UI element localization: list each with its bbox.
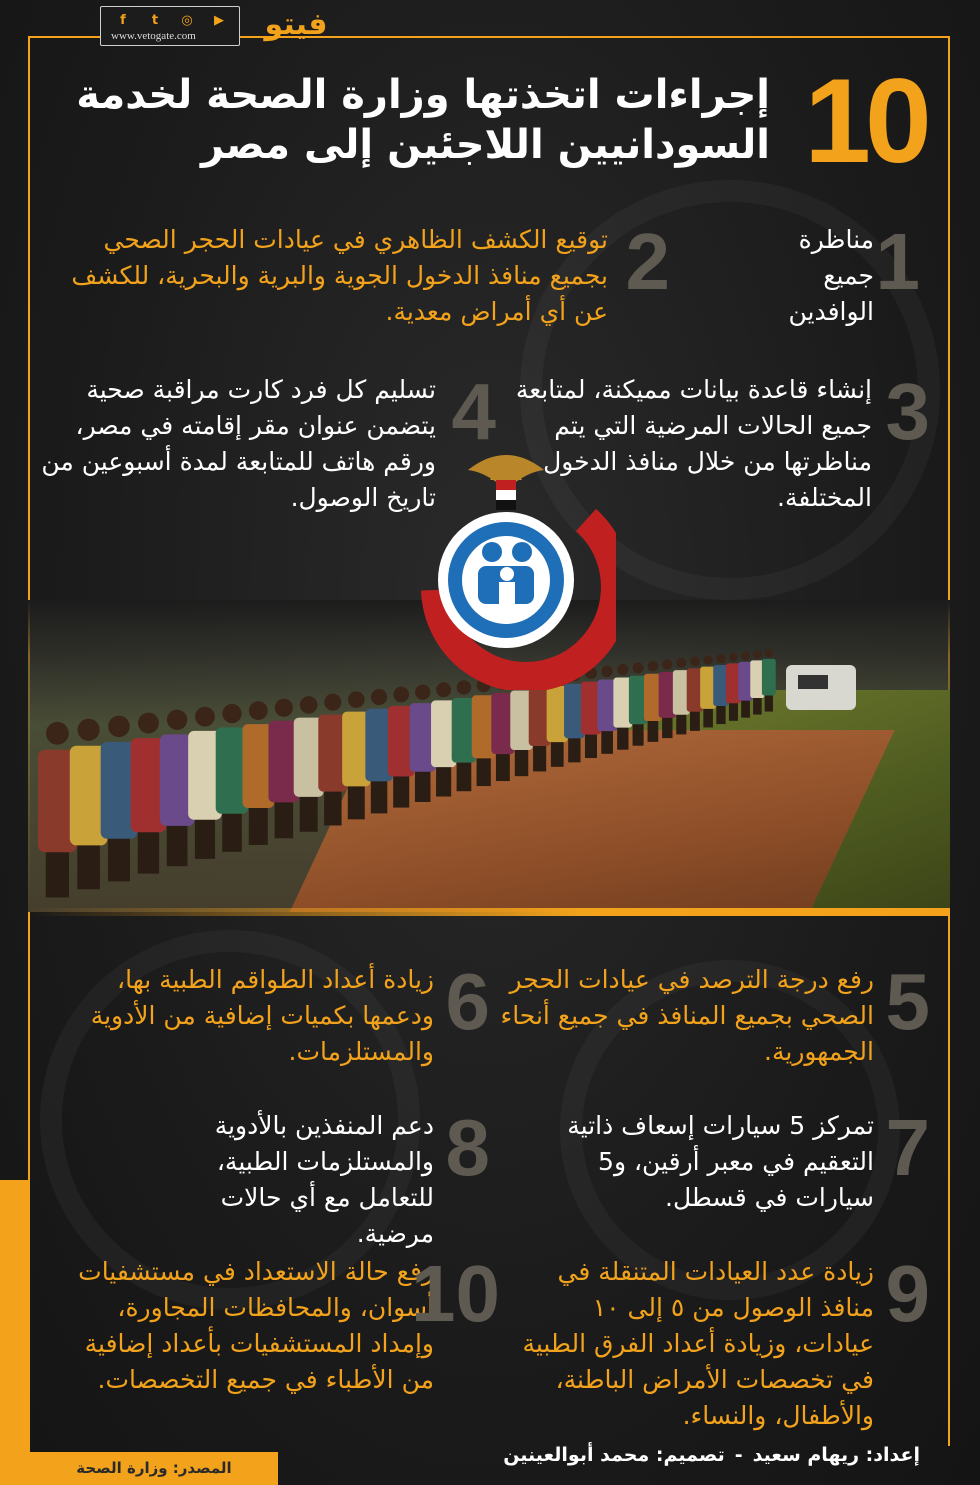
source-label: المصدر: وزارة الصحة: [30, 1452, 278, 1485]
list-item-1: [740, 217, 920, 332]
list-item-2: [70, 217, 670, 342]
youtube-icon[interactable]: ▶: [214, 12, 224, 28]
item-number: 5: [885, 957, 930, 1046]
list-item-9: [510, 1249, 930, 1434]
social-box: [100, 6, 240, 46]
page-title: إجراءات اتخذتها وزارة الصحة لخدمة السودانيين اللاجئين إلى مصر: [76, 72, 770, 168]
item-number: 4: [451, 367, 496, 456]
item-text: دعم المنفذين بالأدوية والمستلزمات الطبية، للتعامل مع أي حالات مرضية.: [214, 1111, 434, 1248]
twitter-icon[interactable]: t: [151, 12, 159, 28]
prepared-by: إعداد: ريهام سعيد: [752, 1444, 920, 1466]
item-number: 10: [411, 1249, 500, 1338]
item-number: 3: [885, 367, 930, 456]
photo-underline: [28, 908, 950, 916]
item-text: زيادة عدد العيادات المتنقلة في منافذ الوصول من ٥ إلى ١٠ عيادات، وزيادة أعداد الفرق الطبية في تخصصات الأمراض الباطنة، والأطفال، والنساء.: [522, 1257, 874, 1430]
credits: [360, 1438, 920, 1472]
facebook-icon[interactable]: f: [120, 12, 126, 28]
item-number: 8: [445, 1103, 490, 1192]
item-text: تسليم كل فرد كارت مراقبة صحية يتضمن عنوان مقر إقامته في مصر، ورقم هاتف للمتابعة لمدة أسبوعين من تاريخ الوصول.: [41, 375, 436, 512]
instagram-icon[interactable]: ◎: [181, 12, 193, 28]
item-text: زيادة أعداد الطواقم الطبية بها، ودعمها بكميات إضافية من الأدوية والمستلزمات.: [90, 965, 434, 1066]
item-text: توقيع الكشف الظاهري في عيادات الحجر الصحي بجميع منافذ الدخول الجوية والبرية والبحرية، للكشف عن أي أمراض معدية.: [71, 225, 608, 326]
ministry-of-health-logo: [396, 440, 616, 690]
item-text: إنشاء قاعدة بيانات مميكنة، لمتابعة جميع الحالات المرضية التي يتم مناظرتها من خلال منافذ الدخول المختلفة.: [515, 375, 872, 512]
designed-by: تصميم: محمد أبوالعينين: [503, 1444, 725, 1466]
item-text: رفع حالة الاستعداد في مستشفيات أسوان، والمحافظات المجاورة، وإمداد المستشفيات بأعداد إضافية من الأطباء في جميع التخصصات.: [78, 1257, 434, 1394]
title-number: 10: [804, 54, 926, 188]
list-item-5: [500, 957, 930, 1072]
brand-logo: فيتو: [264, 7, 328, 42]
site-url[interactable]: www.vetogate.com: [111, 30, 196, 42]
item-number: 7: [885, 1103, 930, 1192]
item-text: رفع درجة الترصد في عيادات الحجر الصحي بجميع المنافذ في جميع أنحاء الجمهورية.: [500, 965, 874, 1066]
item-number: 6: [445, 957, 490, 1046]
item-text: تمركز 5 سيارات إسعاف ذاتية التعقيم في معبر أرقين، و5 سيارات في قسطل.: [567, 1111, 874, 1212]
orange-frame-accent: [0, 1180, 30, 1485]
list-item-10: [60, 1249, 500, 1434]
credits-separator: -: [734, 1444, 743, 1466]
list-item-7: [530, 1103, 930, 1218]
item-number: 1: [875, 217, 920, 306]
item-number: 2: [625, 217, 670, 306]
list-item-6: [40, 957, 490, 1072]
item-text: مناظرة جميع الوافدين: [788, 225, 874, 326]
item-number: 9: [885, 1249, 930, 1338]
list-item-8: [160, 1103, 490, 1248]
